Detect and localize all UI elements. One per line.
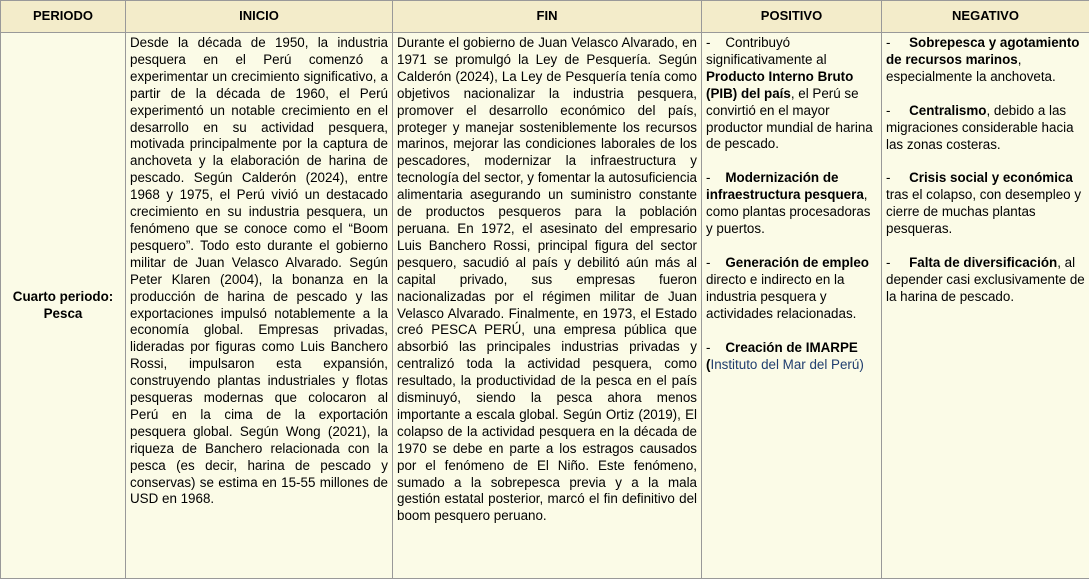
item-text-post: tras el colapso, con desempleo y cierre de muchas plantas pesqueras. xyxy=(886,187,1081,236)
dash-marker: - xyxy=(886,170,890,185)
table-row xyxy=(1,33,1089,579)
negativo-item xyxy=(886,255,1085,306)
item-text-pre: Contribuyó significativamente al xyxy=(706,35,827,67)
positivo-item xyxy=(706,170,877,238)
item-text-bold: Sobrepesca y agotamiento de recursos marinos xyxy=(886,35,1080,67)
positivo-item xyxy=(706,340,877,374)
item-text-bold: Crisis social y económica xyxy=(909,170,1073,185)
positivo-item xyxy=(706,35,877,153)
cell-positivo xyxy=(702,33,882,579)
item-text-post: , especialmente la anchoveta. xyxy=(886,52,1056,84)
dash-marker: - xyxy=(886,35,890,50)
header-periodo: PERIODO xyxy=(1,1,126,33)
header-fin: FIN xyxy=(393,1,702,33)
header-positivo: POSITIVO xyxy=(702,1,882,33)
item-text-bold: Producto Interno Bruto (PIB) del país xyxy=(706,69,853,101)
dash-marker: - xyxy=(706,35,710,50)
dash-marker: - xyxy=(706,255,710,270)
item-text-bold: Generación de empleo xyxy=(725,255,869,270)
cell-periodo: Cuarto periodo: Pesca xyxy=(1,33,126,579)
item-text-post: , el Perú se convirtió en el mayor productor mundial de harina de pescado. xyxy=(706,86,873,152)
item-text-post: directo e indirecto en la industria pesquera y actividades relacionadas. xyxy=(706,272,856,321)
item-text-bold: Falta de diversificación xyxy=(909,255,1057,270)
dash-marker: - xyxy=(706,170,710,185)
header-inicio: INICIO xyxy=(126,1,393,33)
item-text-post: , debido a las migraciones considerable hacia las zonas costeras. xyxy=(886,103,1074,152)
cell-fin: Durante el gobierno de Juan Velasco Alvarado, en 1971 se promulgó la Ley de Pesquería. Según Calderón (2024), La Ley de Pesquería tenía como objetivos nacionalizar la industria pesquera, promover el desarrollo económico del país, proteger y manejar sosteniblemente los recursos marinos, mejorar las condiciones laborales de los pescadores, modernizar la infraestructura y tecnología del sector, y fomentar la autosuficiencia alimentaria asegurando un suministro constante de productos pesqueros para la población peruana. En 1972, el asesinato del empresario Luis Banchero Rossi, principal figura del sector pesquero, sacudió al país y debilitó aún más al capital privado, sus empresas fueron nacionalizadas por el régimen militar de Juan Velasco Alvarado. Finalmente, en 1973, el Estado creó PESCA PERÚ, una empresa pública que absorbió las principales industrias privadas y centralizó toda la actividad pesquera, como resultado, la productividad de la pesca en el país disminuyó, siendo la pesca ahora menos importante a escala global. Según Ortiz (2019), El colapso de la actividad pesquera en la década de 1970 se debe en parte a los estragos causados por el fenómeno de El Niño. Este fenómeno, sumado a la sobrepesca previa y a la mala gestión estatal posterior, marcó el fin definitivo del boom pesquero peruano. xyxy=(393,33,702,579)
header-row xyxy=(1,1,1089,33)
negativo-item xyxy=(886,35,1085,86)
cell-negativo xyxy=(882,33,1089,579)
item-text-post: , al depender casi exclusivamente de la harina de pescado. xyxy=(886,255,1085,304)
cell-inicio: Desde la década de 1950, la industria pesquera en el Perú comenzó a experimentar un crecimiento significativo, a partir de la década de 1960, el Perú experimentó un notable crecimiento en el desarrollo en su actividad pesquera, motivada principalmente por la captura de anchoveta y la elaboración de harina de pescado. Según Calderón (2024), entre 1968 y 1975, el Perú vivió un destacado crecimiento en su industria pesquera, un fenómeno que se conoce como el “Boom pesquero”. Todo esto durante el gobierno militar de Juan Velasco Alvarado. Según Peter Klaren (2004), la bonanza en la producción de harina de pescado y las exportaciones impulsó notablemente a la economía global. Empresas privadas, lideradas por figuras como Luis Banchero Rossi, impulsaron esta expansión, construyendo plantas industriales y flotas pesqueras modernas que colocaron al Perú en la cima de la exportación pesquera global. Según Wong (2021), la riqueza de Banchero relacionada con la pesca (es decir, harina de pescado y conservas) se estima en 15-55 millones de USD en 1968. xyxy=(126,33,393,579)
dash-marker: - xyxy=(706,340,710,355)
dash-marker: - xyxy=(886,255,890,270)
item-text-bold: Centralismo xyxy=(909,103,986,118)
item-text-post: , como plantas procesadoras y puertos. xyxy=(706,187,871,236)
item-text-bold: Creación de IMARPE ( xyxy=(706,340,858,372)
negativo-item xyxy=(886,170,1085,238)
positivo-item xyxy=(706,255,877,323)
item-text-post: Instituto del Mar del Perú) xyxy=(710,357,863,372)
negativo-item xyxy=(886,103,1085,154)
dash-marker: - xyxy=(886,103,890,118)
item-text-bold: Modernización de infraestructura pesquera xyxy=(706,170,864,202)
header-negativo: NEGATIVO xyxy=(882,1,1089,33)
